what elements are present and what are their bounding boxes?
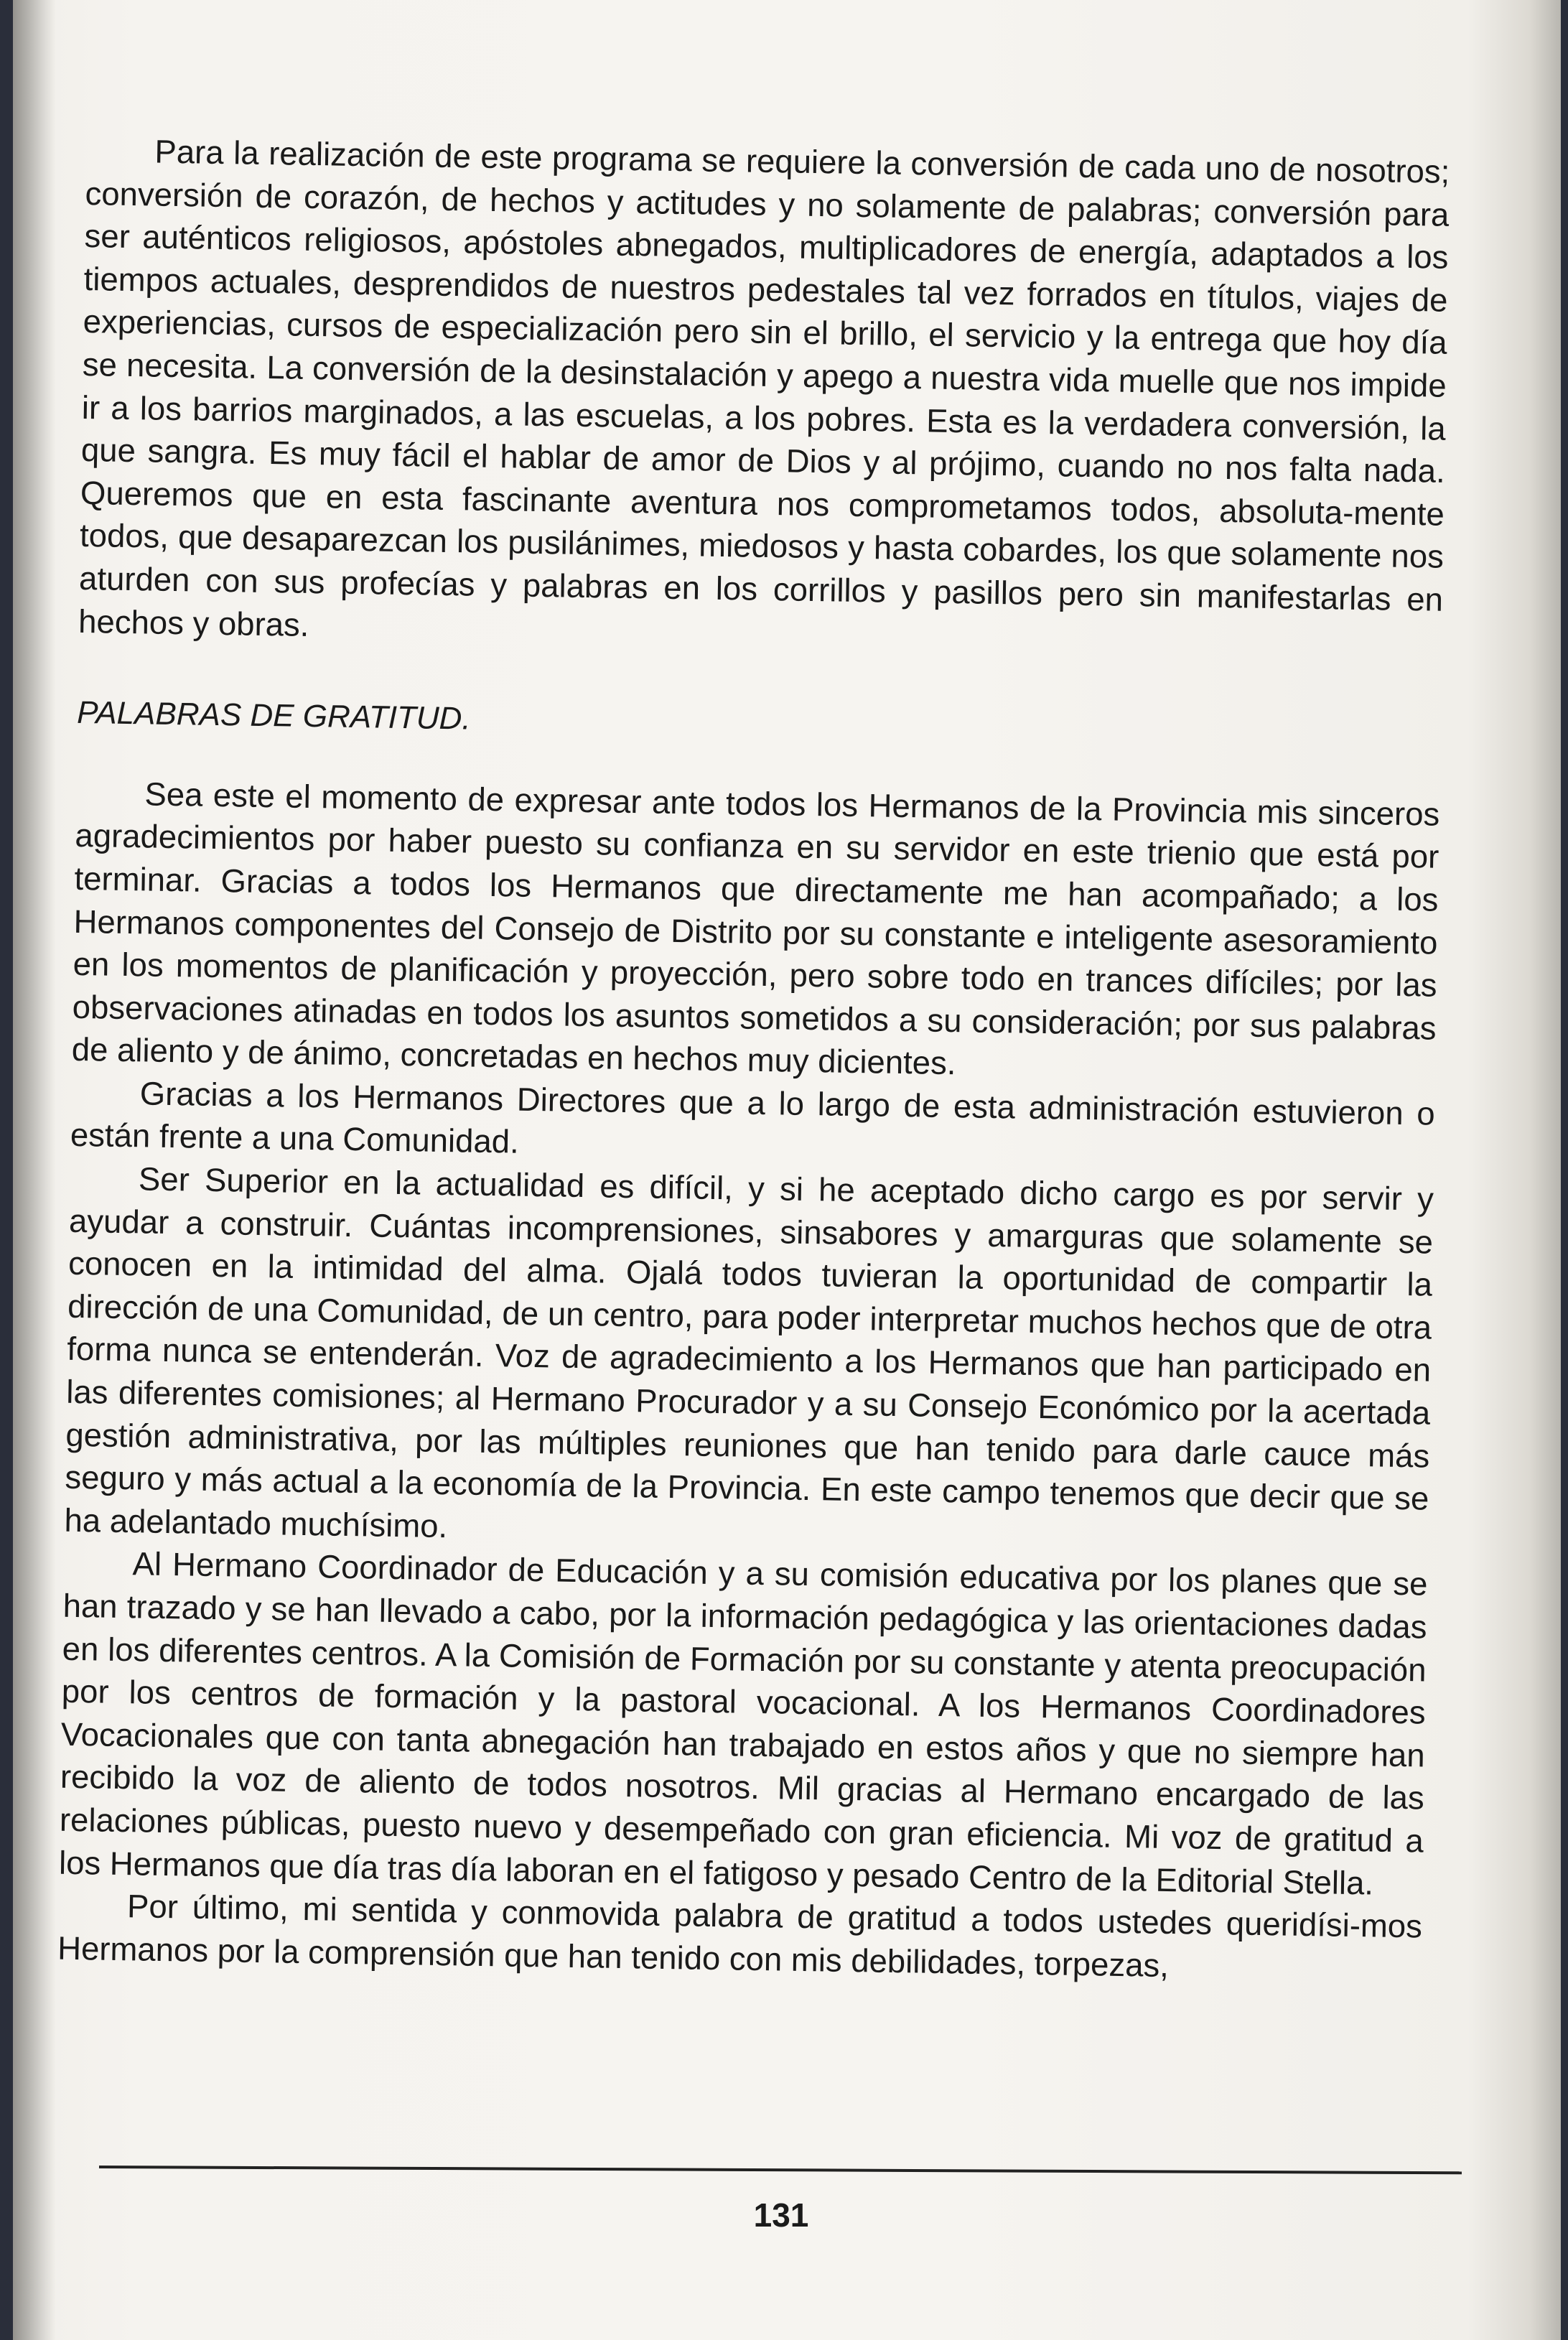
book-page [13,0,1561,2340]
page-number: 131 [753,2196,809,2234]
paragraph-superior-role: Ser Superior en la actualidad es difícil, y si he aceptado dicho cargo es por servir y ayudar a construir. Cuántas incomprensiones, sinsabores y amarguras que solamente se conocen en la intimidad del alma. Ojalá todos tuvieran la oportunidad de compartir la dirección de una Comunidad, de un centro, para poder interpretar muchos hechos que de otra forma nunca se entenderán. Voz de agradecimiento a los Hermanos que han participado en las diferentes comisiones; al Hermano Procurador y a su Consejo Económico por la acertada gestión administrativa, por las múltiples reuniones que han tenido para darle cauce más seguro y más actual a la economía de la Provincia. En este campo tenemos que decir que se ha adelantado muchísimo. [64,1160,1434,1544]
paragraph-thanks-commissions: Al Hermano Coordinador de Educación y a su comisión educativa por los planes que se han trazado y se han llevado a cabo, por la información pedagógica y las orientaciones dadas en los diferentes centros. A la Comisión de Formación por su constante y atenta preocupación por los centros de formación y la pastoral vocacional. A los Hermanos Coordinadores Vocacionales que con tanta abnegación han trabajado en estos años y que no siempre han recibido la voz de aliento de todos nosotros. Mil gracias al Hermano encargado de las relaciones públicas, puesto nuevo y desempeñado con gran eficiencia. Mi voz de gratitud a los Hermanos que día tras día laboran en el fatigoso y pesado Centro de la Editorial Stella. [58,1545,1428,1902]
paragraph-final-gratitude: Por último, mi sentida y conmovida palabra de gratitud a todos ustedes queridísi-mos Hermanos por la comprensión que han tenido con mis debilidades, torpezas, [57,1888,1423,1984]
section-heading-gratitude: PALABRAS DE GRATITUD. [76,695,472,737]
page-text-block [57,129,1450,1991]
footer-rule [99,2166,1462,2174]
paragraph-thanks-provincial: Sea este el momento de expresar ante todos los Hermanos de la Provincia mis sinceros agradecimientos por haber puesto su confianza en su servidor en este trienio que está por terminar. Gracias a todos los Hermanos que directamente me han acompañado; a los Hermanos componentes del Consejo de Distrito por su constante e inteligente asesoramiento en los momentos de planificación y proyección, pero sobre todo en trances difíciles; por las observaciones atinadas en todos los asuntos sometidos a su consideración; por sus palabras de aliento y de ánimo, concretadas en hechos muy dicientes. [71,775,1440,1082]
paragraph-conversion: Para la realización de este programa se requiere la conversión de cada uno de nosotros; conversión de corazón, de hechos y actitudes y no solamente de palabras; conversión para ser auténticos religiosos, apóstoles abnegados, multiplicadores de energía, adaptados a los tiempos actuales, desprendidos de nuestros pedestales tal vez forrados en títulos, viajes de experiencias, cursos de especialización pero sin el brillo, el servicio y la entrega que hoy día se necesita. La conversión de la desinstalación y apego a nuestra vida muelle que nos impide ir a los barrios marginados, a las escuelas, a los pobres. Esta es la verdadera conversión, la que sangra. Es muy fácil el hablar de amor de Dios y al prójimo, cuando no nos falta nada. Queremos que en esta fascinante aventura nos comprometamos todos, absoluta-mente todos, que desaparezcan los pusilánimes, miedosos y hasta cobardes, los que solamente nos aturden con sus profecías y palabras en los corrillos y pasillos pero sin manifestarlas en hechos y obras. [78,133,1450,643]
page-spine-shadow [13,0,56,2340]
paragraph-thanks-directors: Gracias a los Hermanos Directores que a lo largo de esta administración estuvieron o están frente a una Comunidad. [70,1075,1436,1161]
